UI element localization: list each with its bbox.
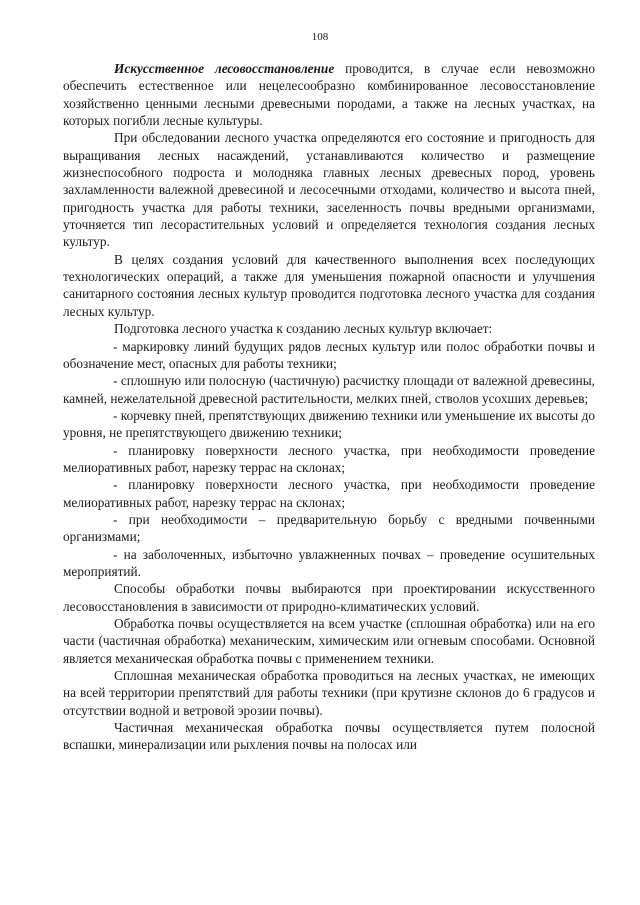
list-item: - корчевку пней, препятствующих движению техники или уменьшение их высоты до уровня, не препятствующего движению техники;: [63, 407, 595, 441]
paragraph: Подготовка лесного участка к созданию лесных культур включает:: [114, 321, 493, 337]
paragraph: Частичная механическая обработка почвы осуществляется путем полосной вспашки, минерализации или рыхления почвы на полосах или: [63, 720, 595, 753]
paragraph: При обследовании лесного участка определяются его состояние и пригодность для выращивания лесных насаждений, устанавливаются количество и размещение жизнеспособного подроста и молодняка главных лесных древесных пород, уровень захламленности валежной древесиной и лесосечными отходами, количество и высота пней, пригодность участка для работы техники, заселенность почвы вредными организмами, уточняется тип лесорастительных условий и определяется технология создания лесных культур.: [63, 130, 595, 250]
list-item: - планировку поверхности лесного участка, при необходимости проведение мелиоративных работ, нарезку террас на склонах;: [63, 442, 595, 475]
defined-term: Искусственное лесовосстановление: [114, 61, 335, 76]
page-number: 108: [311, 31, 329, 43]
page-body: [63, 60, 595, 754]
list-item: - маркировку линий будущих рядов лесных культур или полос обработки почвы и обозначение мест, опасных для работы техники;: [63, 338, 595, 371]
list-item: - планировку поверхности лесного участка, при необходимости проведение мелиоративных работ, нарезку террас на склонах;: [63, 477, 595, 510]
paragraph: Обработка почвы осуществляется на всем участке (сплошная обработка) или на его части (частичная обработка) механическим, химическим или огневым способами. Основной является механическая обработка почвы с применением техники.: [63, 616, 595, 666]
paragraph: Сплошная механическая обработка проводиться на лесных участках, не имеющих на всей территории препятствий для работы техники (при крутизне склонов до 6 градусов и отсутствии водной и ветровой эрозии почвы).: [63, 668, 595, 718]
paragraph: В целях создания условий для качественного выполнения всех последующих технологических операций, а также для уменьшения пожарной опасности и улучшения санитарного состояния лесных культур проводится подготовка лесного участка для создания лесных культур.: [63, 251, 595, 319]
paragraph: [63, 60, 595, 129]
paragraph-text: проводится, в случае если невозможно обеспечить естественное или нецелесообразно комбинированное лесовосстановление хозяйственно ценными лесными древесными породами, а также на лесных участках, на которых погибли лесные культуры.: [63, 61, 595, 129]
paragraph: Способы обработки почвы выбираются при проектировании искусственного лесовосстановления в зависимости от природно-климатических условий.: [63, 581, 595, 614]
list-item: - сплошную или полосную (частичную) расчистку площади от валежной древесины, камней, нежелательной древесной растительности, мелких пней, стволов усохших деревьев;: [63, 373, 595, 406]
list-item: - на заболоченных, избыточно увлажненных почвах – проведение осушительных мероприятий.: [63, 546, 595, 579]
list-item: - при необходимости – предварительную борьбу с вредными почвенными организмами;: [63, 511, 595, 545]
